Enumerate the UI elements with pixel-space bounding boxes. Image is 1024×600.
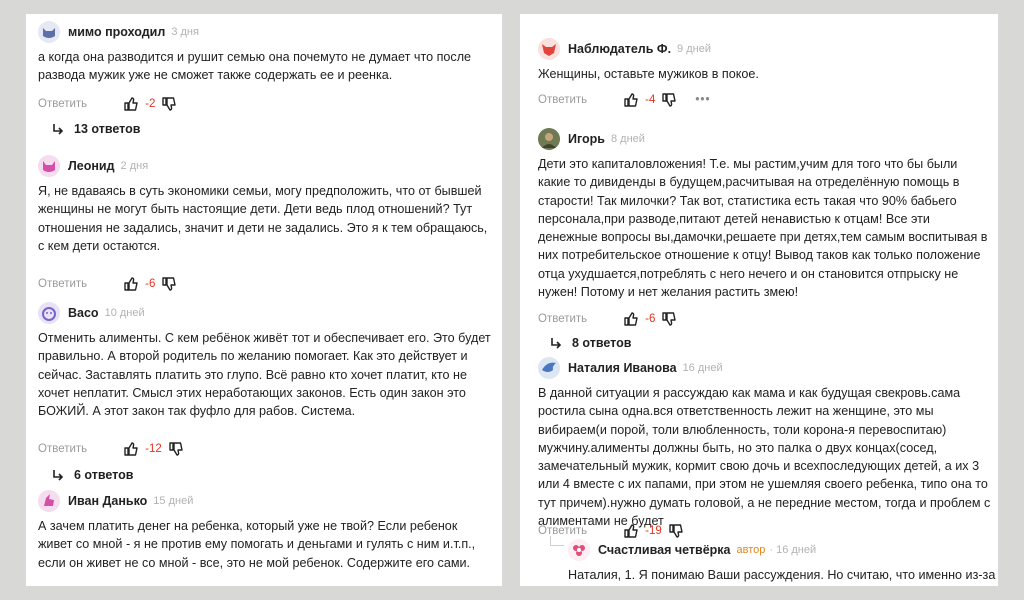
comment-actions bbox=[38, 94, 177, 114]
avatar-photo-icon bbox=[538, 128, 560, 150]
author-name[interactable]: Наталия Иванова bbox=[568, 361, 677, 375]
thumb-up-icon bbox=[623, 311, 639, 327]
dislike-button[interactable] bbox=[661, 92, 677, 108]
avatar[interactable] bbox=[38, 490, 60, 512]
comment-header bbox=[38, 299, 145, 327]
avatar[interactable] bbox=[538, 357, 560, 379]
comment-header bbox=[38, 152, 148, 180]
comment-header bbox=[538, 35, 711, 63]
thumb-down-icon bbox=[161, 96, 177, 112]
avatar-fox-icon bbox=[538, 38, 560, 60]
comment-text: В данной ситуации я рассуждаю как мама и как будущая свекровь.сама ростила сына одна.вся ответственность лежит на женщине, это мы вибираем(и порой, толи влюбленность, толи корона-я перевоспитаю) мужчину.алименты должны быть, но это палка о двух концах(сосед, замечательный мужик, кормит свою дочь и всехпоследующих детей, а их 3 или 4 вместе с их папами, при этом не ушемляя своего ребенка, типо она то тут причем).нужно думать головой, а не передние местом, тогда и проблем с алиментами не будет bbox=[538, 386, 991, 529]
reply-button[interactable]: Ответить bbox=[38, 98, 88, 110]
show-replies-button[interactable] bbox=[550, 333, 631, 353]
comment-actions bbox=[38, 439, 184, 459]
reply-button[interactable]: Ответить bbox=[38, 278, 88, 290]
author-name[interactable]: Игорь bbox=[568, 132, 605, 146]
thumb-up-icon bbox=[123, 441, 139, 457]
comment-time: · 16 дней bbox=[769, 544, 817, 556]
comment-time: 16 дней bbox=[682, 362, 723, 374]
like-button[interactable] bbox=[123, 96, 139, 112]
reply-arrow-icon bbox=[550, 337, 562, 349]
vote-score: -12 bbox=[145, 443, 162, 455]
like-button[interactable] bbox=[123, 276, 139, 292]
author-name[interactable]: Васо bbox=[68, 306, 99, 320]
vote-score: -2 bbox=[145, 98, 156, 110]
dislike-button[interactable] bbox=[161, 96, 177, 112]
comment-time: 10 дней bbox=[104, 307, 145, 319]
comment-time: 9 дней bbox=[677, 43, 711, 55]
comment-actions bbox=[538, 309, 677, 329]
reply-button[interactable]: Ответить bbox=[538, 525, 588, 537]
dislike-button[interactable] bbox=[661, 311, 677, 327]
avatar-bird-icon bbox=[538, 357, 560, 379]
comments-panel-right bbox=[520, 14, 998, 586]
comments-panel-left bbox=[26, 14, 502, 586]
comment-time: 3 дня bbox=[171, 26, 199, 38]
comment-text: а когда она разводится и рушит семью она почемуто не думает что после развода мужик уже не сможет также содержать ее и реенка. bbox=[38, 50, 472, 83]
comment-text: А зачем платить денег на ребенка, который уже не твой? Если ребенок живет со мной - я не против ему помогать и деньгами и гулять с ним и.т.п., если он живет не со мной - все, это не мой ребенок. Содержите его сами. bbox=[38, 519, 476, 570]
comment-text: Отменить алименты. С кем ребёнок живёт тот и обеспечивает его. Это будет правильно. А второй родитель по желанию помогает. Как это действует и сейчас. Заставлять платить это глупо. Всё равно кто хочет платит, кто не хочет неплатит. Смысл этих неработающих законов. Есть один закон это БОЖИЙ. А этот закон так фуфло для рабов. Система. bbox=[38, 331, 491, 419]
vote-score: -6 bbox=[645, 313, 656, 325]
avatar-flower-icon bbox=[568, 539, 590, 561]
avatar[interactable] bbox=[538, 38, 560, 60]
avatar[interactable] bbox=[568, 539, 590, 561]
author-name[interactable]: Наблюдатель Ф. bbox=[568, 42, 672, 56]
author-badge: автор bbox=[736, 544, 766, 556]
avatar[interactable] bbox=[38, 302, 60, 324]
comment-actions bbox=[38, 274, 177, 294]
comment-header bbox=[538, 125, 645, 153]
vote-score: -19 bbox=[645, 525, 662, 537]
reply-button[interactable]: Ответить bbox=[538, 313, 588, 325]
comment-actions bbox=[538, 90, 710, 110]
replies-count: 13 ответов bbox=[74, 122, 141, 136]
avatar-unicorn-icon bbox=[38, 490, 60, 512]
avatar[interactable] bbox=[38, 155, 60, 177]
replies-count: 6 ответов bbox=[74, 468, 134, 482]
vote-score: -4 bbox=[645, 94, 656, 106]
reply-button[interactable]: Ответить bbox=[38, 443, 88, 455]
reply-arrow-icon bbox=[52, 469, 64, 481]
avatar-cat-icon bbox=[38, 21, 60, 43]
comment-text: Наталия, 1. Я понимаю Ваши рассуждения. Но считаю, что именно из-за bbox=[568, 568, 996, 582]
author-name[interactable]: Леонид bbox=[68, 159, 115, 173]
comment-header bbox=[38, 487, 193, 515]
comment-text: Дети это капиталовложения! Т.е. мы растим,учим для того что бы были какие то дивиденды в будущем,расчитывая на отределённую помощь в старости! Так милочки? Так вот, статистика есть такая что 90% бабьего персонала,при разводе,питают детей ненавистью к отцам! Все эти денежные вопросы вы,дамочки,решаете при детях,тем самым воспитывая в них потребительское отношение к отцу! Вывод таков как только положение отца ухудшается,потреблять с него нечего и он становится отпрыску не нужен! Потому и нет желания растить змею! bbox=[538, 157, 988, 300]
avatar[interactable] bbox=[38, 21, 60, 43]
comment-time: 2 дня bbox=[120, 160, 149, 172]
dislike-button[interactable] bbox=[168, 441, 184, 457]
like-button[interactable] bbox=[623, 311, 639, 327]
thumb-up-icon bbox=[123, 96, 139, 112]
comment-header bbox=[568, 536, 816, 564]
dislike-button[interactable] bbox=[161, 276, 177, 292]
avatar-photo[interactable] bbox=[538, 128, 560, 150]
author-name[interactable]: мимо проходил bbox=[68, 25, 166, 39]
author-name[interactable]: Иван Данько bbox=[68, 494, 148, 508]
vote-score: -6 bbox=[145, 278, 156, 290]
reply-arrow-icon bbox=[52, 123, 64, 135]
like-button[interactable] bbox=[123, 441, 139, 457]
comment-time: 15 дней bbox=[153, 495, 194, 507]
comment-header bbox=[538, 354, 723, 382]
comment-time: 8 дней bbox=[610, 133, 645, 145]
comment-header bbox=[38, 18, 199, 46]
thumb-up-icon bbox=[623, 92, 639, 108]
thumb-down-icon bbox=[661, 92, 677, 108]
avatar-cat-icon bbox=[38, 155, 60, 177]
show-replies-button[interactable] bbox=[52, 465, 133, 485]
reply-button[interactable]: Ответить bbox=[538, 94, 588, 106]
comment-text: Я, не вдаваясь в суть экономики семьи, могу предположить, что от бывшей женщины не могут быть настоящие дети. Дети ведь плод отношений? Тут отношения не задались, значит и дети не задались. Это я к тем обращаюсь, с кем дети остаются. bbox=[38, 184, 488, 253]
thumb-down-icon bbox=[168, 441, 184, 457]
show-replies-button[interactable] bbox=[52, 119, 140, 139]
avatar-face-icon bbox=[38, 302, 60, 324]
thumb-down-icon bbox=[161, 276, 177, 292]
comment-text: Женщины, оставьте мужиков в покое. bbox=[538, 67, 759, 81]
like-button[interactable] bbox=[623, 92, 639, 108]
thread-connector bbox=[550, 536, 564, 546]
thumb-up-icon bbox=[123, 276, 139, 292]
more-options-button[interactable]: ••• bbox=[695, 94, 711, 106]
thumb-down-icon bbox=[661, 311, 677, 327]
author-name[interactable]: Счастливая четвёрка bbox=[598, 543, 731, 557]
replies-count: 8 ответов bbox=[572, 336, 632, 350]
